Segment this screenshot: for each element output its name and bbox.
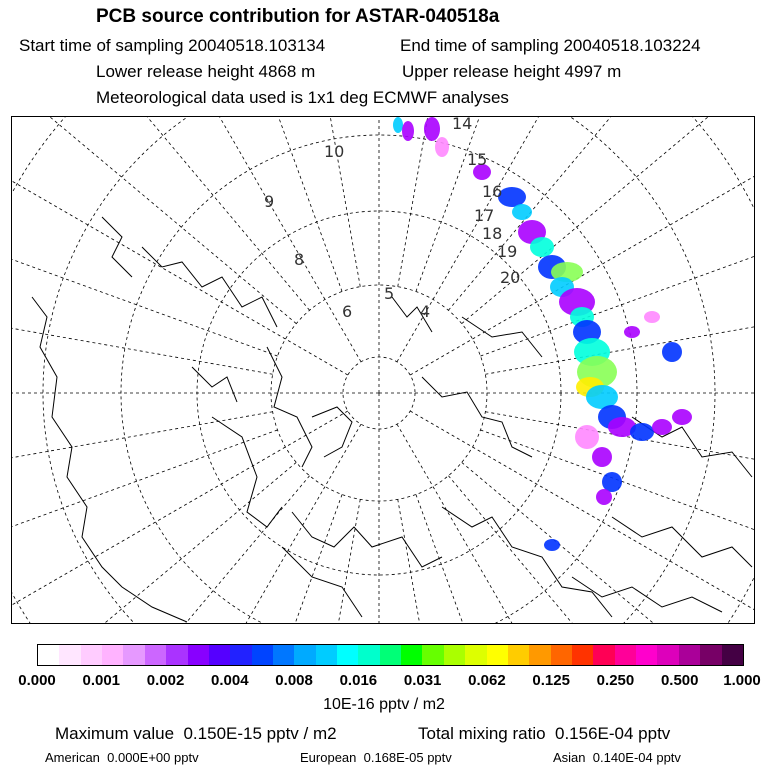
meridian-line xyxy=(12,117,296,324)
day-label: 15 xyxy=(467,150,488,169)
colorbar-tick-label: 0.062 xyxy=(468,672,506,689)
latitude-circle xyxy=(12,117,755,624)
meridian-line xyxy=(29,117,361,362)
colorbar-tick-label: 0.004 xyxy=(211,672,249,689)
colorbar-segment xyxy=(145,645,166,665)
plume-cell xyxy=(662,342,682,362)
day-label: 20 xyxy=(500,268,521,287)
meridian-line xyxy=(12,476,310,624)
coastline xyxy=(192,367,237,402)
coastline xyxy=(292,512,442,567)
colorbar-tick-labels xyxy=(0,672,768,692)
colorbar-segment xyxy=(188,645,209,665)
meridian-line xyxy=(12,154,278,356)
meridian-line xyxy=(12,271,273,374)
map-canvas xyxy=(12,117,755,624)
coastline xyxy=(442,507,612,617)
meridian-line xyxy=(448,117,755,310)
upper-height-label: Upper release height 4997 m xyxy=(402,62,622,81)
meridian-line xyxy=(12,117,310,310)
european-label: European 0.168E-05 pptv xyxy=(300,750,452,765)
colorbar-segment xyxy=(679,645,700,665)
plume-cell xyxy=(393,117,403,133)
meridian-line xyxy=(397,424,729,624)
plume-cell xyxy=(435,137,449,157)
day-label: 17 xyxy=(474,206,495,225)
coastline xyxy=(282,547,362,617)
plume-cell xyxy=(644,311,660,323)
plume-cell xyxy=(402,121,414,141)
plume-cell xyxy=(602,472,622,492)
meridian-line xyxy=(398,499,501,624)
asian-label: Asian 0.140E-04 pptv xyxy=(553,750,681,765)
day-label: 10 xyxy=(324,142,345,161)
polar-map xyxy=(11,116,755,624)
coastline xyxy=(267,347,312,467)
start-sampling-label: Start time of sampling 20040518.103134 xyxy=(19,36,326,55)
meridian-line xyxy=(12,430,278,624)
trajectory-day-labels xyxy=(264,117,520,321)
day-label: 6 xyxy=(342,302,353,321)
plume-cell xyxy=(530,237,554,257)
day-label: 4 xyxy=(420,302,431,321)
colorbar-segment xyxy=(401,645,422,665)
coastline xyxy=(102,217,132,277)
met-data-label: Meteorological data used is 1x1 deg ECMWF analyses xyxy=(96,88,509,107)
colorbar-tick-label: 0.500 xyxy=(660,672,699,689)
coastline xyxy=(142,247,277,327)
colorbar-segment xyxy=(657,645,678,665)
meridian-line xyxy=(485,271,755,374)
plume-cell xyxy=(672,409,692,425)
coastline xyxy=(212,417,282,527)
meridian-line xyxy=(257,499,360,624)
meridian-line xyxy=(480,430,755,624)
coastlines xyxy=(32,217,752,622)
colorbar-segment xyxy=(508,645,529,665)
colorbar-segment xyxy=(700,645,721,665)
coastline xyxy=(612,517,752,567)
end-sampling-label: End time of sampling 20040518.103224 xyxy=(400,36,701,55)
lat-lon-grid xyxy=(12,117,755,624)
colorbar-segment xyxy=(166,645,187,665)
coastline xyxy=(312,407,352,457)
colorbar-segment xyxy=(209,645,230,665)
plume-cell xyxy=(652,419,672,435)
lower-height-label: Lower release height 4868 m xyxy=(96,62,316,81)
day-label: 8 xyxy=(294,250,305,269)
colorbar-units: 10E-16 pptv / m2 xyxy=(323,696,445,713)
colorbar-tick-label: 0.002 xyxy=(146,672,185,689)
meridian-line xyxy=(462,117,755,324)
colorbar-segment xyxy=(123,645,144,665)
plume-cell xyxy=(630,423,654,441)
colorbar-segment xyxy=(294,645,315,665)
plume-cell xyxy=(512,204,532,220)
day-label: 19 xyxy=(497,242,518,261)
colorbar xyxy=(37,644,744,666)
day-label: 18 xyxy=(482,224,503,243)
colorbar-segment xyxy=(572,645,593,665)
day-label: 16 xyxy=(482,182,503,201)
colorbar-segment xyxy=(102,645,123,665)
meridian-line xyxy=(398,117,501,287)
colorbar-tick-label: 0.008 xyxy=(275,672,313,689)
colorbar-segment xyxy=(59,645,80,665)
colorbar-segment xyxy=(337,645,358,665)
colorbar-segment xyxy=(81,645,102,665)
colorbar-segment xyxy=(38,645,59,665)
colorbar-segment xyxy=(615,645,636,665)
colorbar-tick-label: 1.000 xyxy=(723,672,761,689)
colorbar-segment xyxy=(230,645,251,665)
plume-cell xyxy=(544,539,560,551)
colorbar-tick-label: 0.016 xyxy=(339,672,378,689)
colorbar-segment xyxy=(465,645,486,665)
colorbar-tick-label: 0.001 xyxy=(82,672,121,689)
plume-cell xyxy=(624,326,640,338)
plume-cell xyxy=(592,447,612,467)
meridian-line xyxy=(12,412,273,515)
coastline xyxy=(462,317,542,357)
colorbar-segment xyxy=(316,645,337,665)
meridian-line xyxy=(12,462,296,624)
colorbar-segment xyxy=(380,645,401,665)
colorbar-segment xyxy=(636,645,657,665)
colorbar-segment xyxy=(444,645,465,665)
plume-cell xyxy=(424,117,440,141)
colorbar-tick-label: 0.125 xyxy=(532,672,570,689)
colorbar-segment xyxy=(273,645,294,665)
colorbar-segment xyxy=(593,645,614,665)
colorbar-segment xyxy=(487,645,508,665)
colorbar-tick-label: 0.031 xyxy=(403,672,442,689)
plot-title: PCB source contribution for ASTAR-040518a xyxy=(96,6,500,27)
day-label: 14 xyxy=(452,117,473,133)
plume-cell xyxy=(575,425,599,449)
plume-cell xyxy=(596,489,612,505)
colorbar-segment xyxy=(529,645,550,665)
meridian-line xyxy=(12,411,348,624)
colorbar-segment xyxy=(252,645,273,665)
colorbar-segment xyxy=(551,645,572,665)
day-label: 5 xyxy=(384,284,395,303)
colorbar-tick-label: 0.250 xyxy=(596,672,635,689)
colorbar-segment xyxy=(358,645,379,665)
colorbar-tick-label: 0.000 xyxy=(18,672,56,689)
colorbar-segment xyxy=(722,645,743,665)
plume-field xyxy=(393,117,692,551)
meridian-line xyxy=(29,424,361,624)
max-value-label: Maximum value 0.150E-15 pptv / m2 xyxy=(55,724,337,743)
coastline xyxy=(32,297,187,622)
latitude-circle xyxy=(12,117,755,624)
colorbar-segment xyxy=(422,645,443,665)
meridian-line xyxy=(480,154,755,356)
american-label: American 0.000E+00 pptv xyxy=(45,750,199,765)
day-label: 9 xyxy=(264,192,275,211)
meridian-line xyxy=(12,117,348,375)
total-mixing-label: Total mixing ratio 0.156E-04 pptv xyxy=(418,724,671,743)
